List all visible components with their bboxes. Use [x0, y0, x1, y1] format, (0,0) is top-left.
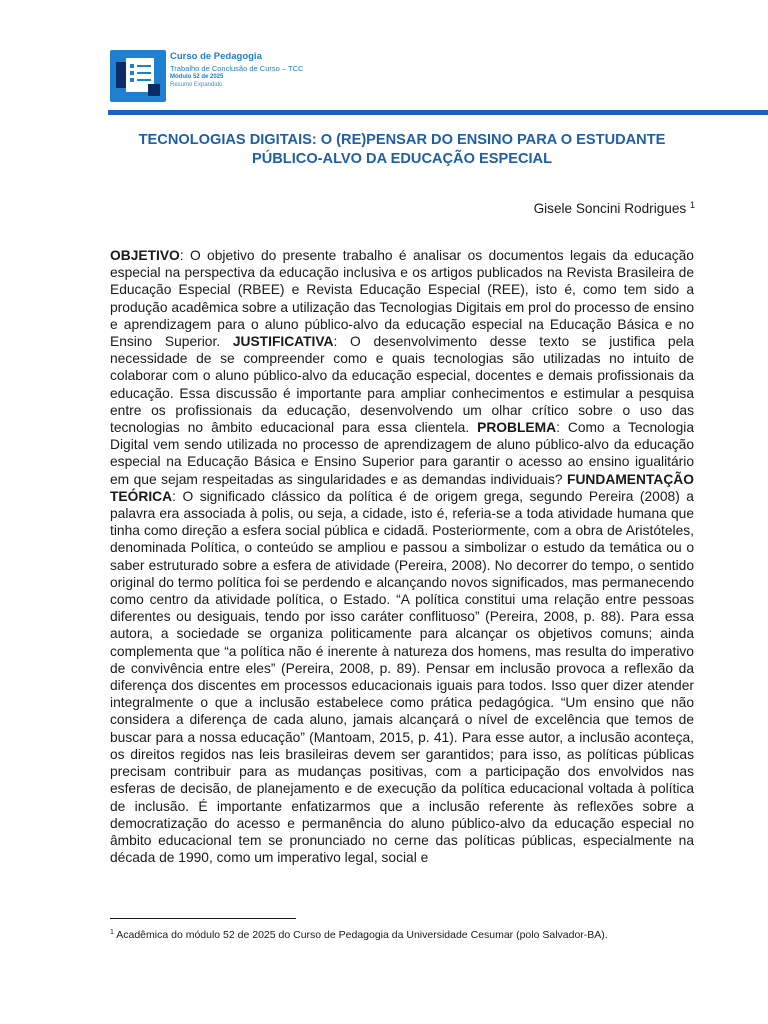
objetivo-text: : O objetivo do presente trabalho é analisar os documentos legais da educação especial na perspectiva da educação inclusiva e os artigos publicados na Revista Brasileira de Educação Especial (RBEE) e Revista Educação Especial (REE), isto é, como tem sido a produção acadêmica sobre a utilização das Tecnologias Digitais em prol do processo de ensino e aprendizagem para o aluno público-alvo da educação especial na Educação Básica e no Ensino Superior. — [110, 248, 694, 350]
footnote-text: Acadêmica do módulo 52 de 2025 do Curso de Pedagogia da Universidade Cesumar (polo Salvador-BA). — [113, 929, 608, 941]
problema-heading: PROBLEMA — [477, 420, 557, 436]
document-title: TECNOLOGIAS DIGITAIS: O (RE)PENSAR DO ENSINO PARA O ESTUDANTE PÚBLICO-ALVO DA EDUCAÇÃO ESPECIAL — [138, 132, 666, 167]
abstract-body — [110, 247, 694, 866]
footnote — [110, 926, 694, 942]
footnote-number: 1 — [110, 929, 114, 936]
problema-text: : Como a Tecnologia Digital vem sendo utilizada no processo de aprendizagem de aluno público-alvo da educação especial na Educação Básica e Ensino Superior para garantir o acesso ao ensino igualitário em que sejam respeitadas as singularidades e as demandas individuais? — [110, 420, 694, 487]
justificativa-heading: JUSTIFICATIVA — [232, 334, 334, 350]
author-footnote-ref: 1 — [689, 200, 695, 210]
fundamentacao-text: : O significado clássico da política é de origem grega, segundo Pereira (2008) a palavra era associada à polis, ou seja, a cidade, isto é, referia-se a toda atividade humana que tinha como direção a esfera social pública e cidadã. Posteriormente, com a obra de Aristóteles, denominada Política, o conteúdo se ampliou e passou a simbolizar o estudo da temática ou o saber estruturado sobre a esfera de atividade (Pereira, 2008). No decorrer do tempo, o sentido original do termo política foi se perdendo e alcançando novos significados, mas permanecendo como centro da atividade política, o Estado. “A política constitui uma relação entre pessoas diferentes ou desiguais, tendo por isso caráter conflituoso” (Pereira, 2008, p. 88). Para essa autora, a sociedade se organiza politicamente para alcançar os objetivos comuns; ainda complementa que “a política não é inerente à natureza dos homens, mas resulta do imperativo de convivência entre eles” (Pereira, 2008, p. 89). Pensar em inclusão provoca a reflexão da diferença dos discentes em processos educacionais iguais para todos. Isso quer dizer atender integralmente o que a inclusão estabelece como prática pedagógica. “Um ensino que não considera a diferença de cada aluno, jamais alcançará o nível de excelência que temos de buscar para a nossa educação” (Mantoam, 2015, p. 41). Para esse autor, a inclusão aconteça, os direitos regidos nas leis brasileiras devem ser garantidos; para isso, as políticas públicas precisam contribuir para as mudanças positivas, com a participação dos envolvidos nas esferas de decisão, de planejamento e de execução da política educacional voltada à política de inclusão. É importante enfatizarmos que a inclusão referente às reflexões sobre a democratização do acesso e permanência do aluno público-alvo da educação especial no âmbito educacional tem se pronunciado no cerne das políticas públicas, especialmente na década de 1990, como um imperativo legal, social e — [110, 488, 694, 866]
author-line — [534, 200, 695, 216]
tcc-label: Trabalho de Conclusão de Curso – TCC — [170, 63, 304, 73]
module-label: Módulo 52 de 2025 — [170, 74, 224, 80]
document-header — [0, 0, 768, 118]
justificativa-text: : O desenvolvimento desse texto se justifica pela necessidade de se compreender como e quais tecnologias são utilizadas no intuito de colaborar com o aluno público-alvo da educação especial, docentes e demais profissionais da educação. Essa discussão é importante para ampliar conhecimentos e estimular a pesquisa entre os profissionais da educação, desenvolvendo um olhar crítico sobre o uso das tecnologias no âmbito educacional para essa clientela. — [110, 334, 695, 436]
objetivo-heading: OBJETIVO — [110, 248, 180, 263]
footnote-divider — [110, 918, 296, 919]
course-name: Curso de Pedagogia — [170, 51, 262, 62]
header-text-block — [170, 52, 303, 88]
document-checklist-icon — [110, 50, 166, 102]
summary-label: Resumo Expandido — [170, 82, 223, 88]
fundamentacao-heading: FUNDAMENTAÇÃO TEÓRICA — [110, 471, 694, 504]
header-divider — [108, 110, 768, 115]
author-name: Gisele Soncini Rodrigues — [533, 201, 690, 216]
